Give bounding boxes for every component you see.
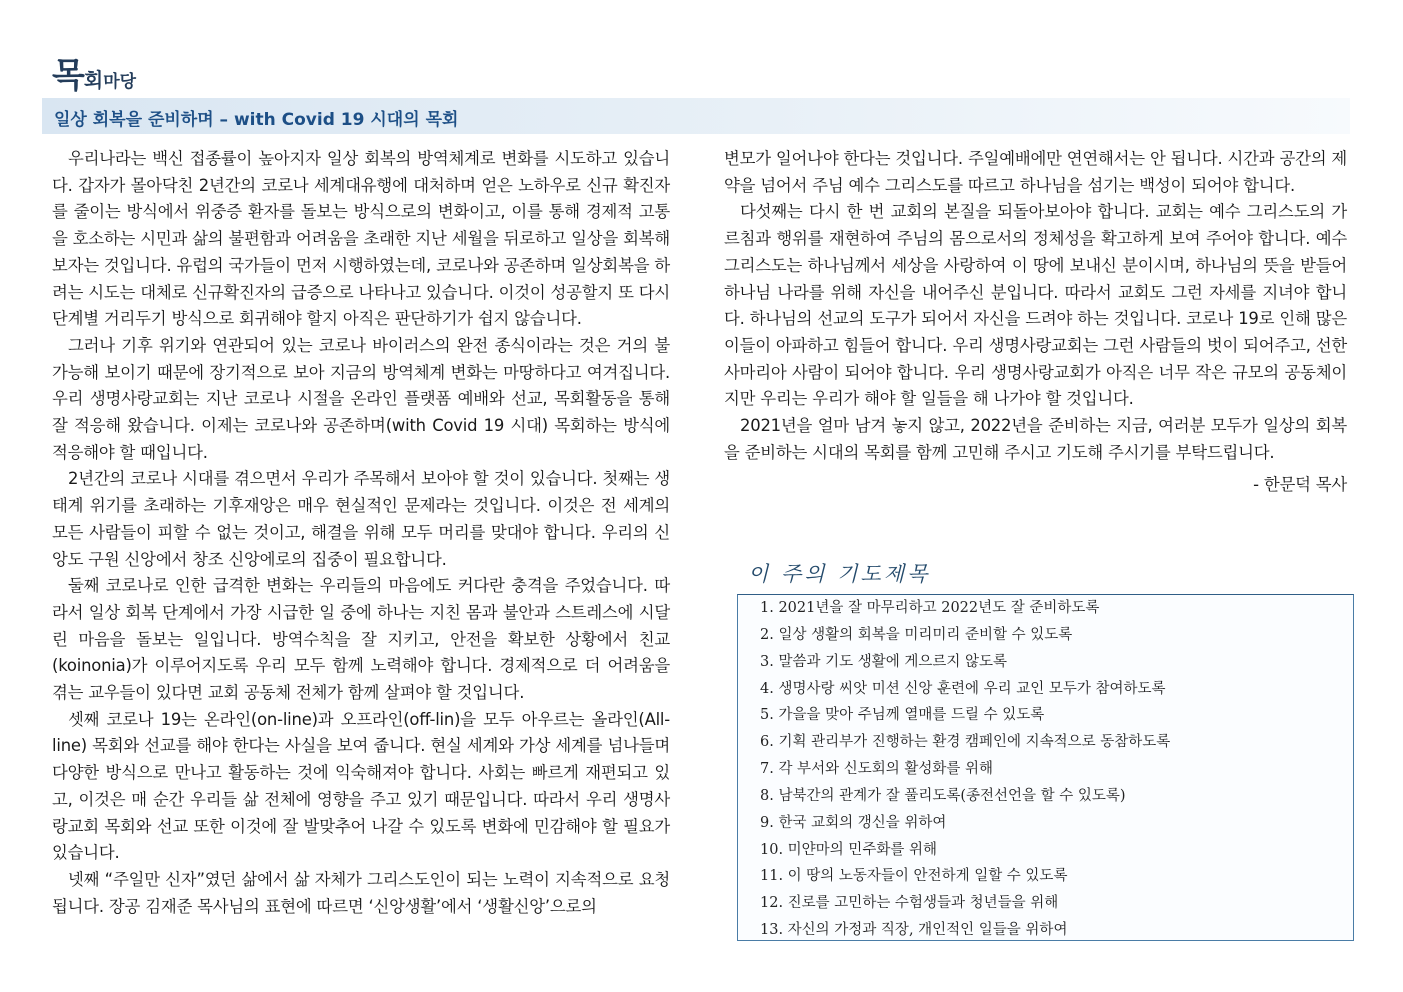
prayer-item: 4. 생명사랑 씨앗 미션 신앙 훈련에 우리 교인 모두가 참여하도록 — [760, 680, 1166, 697]
article-paragraph: 둘째 코로나로 인한 급격한 변화는 우리들의 마음에도 커다란 충격을 주었습니다. 따라서 일상 회복 단계에서 가장 시급한 일 중에 하나는 지친 몸과 불안과 스트레스에 시달린 마음을 돌보는 일입니다. 방역수칙을 잘 지키고, 안전을 확보한 상황에서 친교(koinonia)가 이루어지도록 우리 모두 함께 노력해야 합니다. 경제적으로 더 어려움을 겪는 교우들이 있다면 교회 공동체 전체가 함께 살펴야 할 것입니다. — [52, 576, 670, 703]
prayer-item: 5. 가을을 맞아 주님께 열매를 드릴 수 있도록 — [760, 707, 1045, 724]
title-band — [42, 98, 1350, 134]
logo-char-mok: 목 — [52, 56, 84, 96]
article-paragraph: 다섯째는 다시 한 번 교회의 본질을 되돌아보아야 합니다. 교회는 예수 그리스도의 가르침과 행위를 재현하여 주님의 몸으로서의 정체성을 확고하게 보여 주어야 합니다. 예수 그리스도는 하나님께서 세상을 사랑하여 이 땅에 보내신 분이시며, 하나님의 뜻을 받들어 하나님 나라를 위해 자신을 내어주신 분입니다. 따라서 교회도 그런 자세를 지녀야 합니다. 하나님의 선교의 도구가 되어서 자신을 드려야 하는 것입니다. 코로나 19로 인해 많은 이들이 아파하고 힘들어 합니다. 우리 생명사랑교회는 그런 사람들의 벗이 되어주고, 선한 사마리아 사람이 되어야 합니다. 우리 생명사랑교회가 아직은 너무 작은 규모의 공동체이지만 우리는 우리가 해야 할 일들을 해 나가야 할 것입니다. — [724, 202, 1347, 409]
logo-madang: 마당 — [103, 72, 137, 92]
prayer-list — [738, 595, 1353, 944]
prayer-item: 8. 남북간의 관계가 잘 풀리도록(종전선언을 할 수 있도록) — [760, 787, 1126, 804]
article-right-column — [724, 146, 1347, 499]
prayer-item: 7. 각 부서와 신도회의 활성화를 위해 — [760, 761, 993, 778]
logo-char-hoe: 회 — [83, 68, 104, 92]
prayer-item: 10. 미얀마의 민주화를 위해 — [760, 841, 937, 858]
article-paragraph: 2년간의 코로나 시대를 겪으면서 우리가 주목해서 보아야 할 것이 있습니다. 첫째는 생태계 위기를 초래하는 기후재앙은 매우 현실적인 문제라는 것입니다. 이것은 전 세계의 모든 사람들이 피할 수 없는 것이고, 해결을 위해 모두 머리를 맞대야 합니다. 우리의 신앙도 구원 신앙에서 창조 신앙에로의 집중이 필요합니다. — [52, 469, 670, 569]
article-paragraph: 셋째 코로나 19는 온라인(on-line)과 오프라인(off-lin)을 모두 아우르는 올라인(All-line) 목회와 선교를 해야 한다는 사실을 보여 줍니다. 현실 세계와 가상 세계를 넘나들며 다양한 방식으로 만나고 활동하는 것에 익숙해져야 합니다. 사회는 빠르게 재편되고 있고, 이것은 매 순간 우리들 삶 전체에 영향을 주고 있기 때문입니다. 따라서 우리 생명사랑교회 목회와 선교 또한 이것에 잘 발맞추어 나갈 수 있도록 변화에 민감해야 할 필요가 있습니다. — [52, 709, 670, 863]
prayer-item: 6. 기획 관리부가 진행하는 환경 캠페인에 지속적으로 동참하도록 — [760, 734, 1171, 751]
prayer-item: 9. 한국 교회의 갱신을 위하여 — [760, 814, 947, 831]
article-left-column — [52, 146, 670, 920]
article-paragraph: 그러나 기후 위기와 연관되어 있는 코로나 바이러스의 완전 종식이라는 것은 거의 불가능해 보이기 때문에 장기적으로 보아 지금의 방역체계 변화는 마땅하다고 여겨집니다. 우리 생명사랑교회는 지난 코로나 시절을 온라인 플랫폼 예배와 선교, 목회활동을 통해 잘 적응해 왔습니다. 이제는 코로나와 공존하며(with Covid 19 시대) 목회하는 방식에 적응해야 할 때입니다. — [52, 335, 670, 462]
author-signature: - 한문덕 목사 — [1253, 475, 1347, 495]
article-paragraph-continued: 변모가 일어나야 한다는 것입니다. 주일예배에만 연연해서는 안 됩니다. 시간과 공간의 제약을 넘어서 주님 예수 그리스도를 따르고 하나님을 섬기는 백성이 되어야 합니다. — [724, 149, 1347, 195]
prayer-item: 2. 일상 생활의 회복을 미리미리 준비할 수 있도록 — [760, 626, 1073, 643]
prayer-item: 12. 진로를 고민하는 수험생들과 청년들을 위해 — [760, 895, 1059, 912]
prayer-item: 3. 말씀과 기도 생활에 게으르지 않도록 — [760, 653, 1007, 670]
section-logo — [52, 48, 136, 96]
prayer-heading: 이 주의 기도제목 — [748, 562, 931, 586]
article-paragraph: 우리나라는 백신 접종률이 높아지자 일상 회복의 방역체계로 변화를 시도하고 있습니다. 갑자가 몰아닥친 2년간의 코로나 세계대유행에 대처하며 얻은 노하우로 신규 확진자를 줄이는 방식에서 위중증 환자를 돌보는 방식으로의 변화이고, 이를 통해 경제적 고통을 호소하는 시민과 삶의 불편함과 어려움을 초래한 지난 세월을 뒤로하고 일상을 회복해 보자는 것입니다. 유럽의 국가들이 먼저 시행하였는데, 코로나와 공존하며 일상회복을 하려는 시도는 대체로 신규확진자의 급증으로 나타나고 있습니다. 이것이 성공할지 또 다시 단계별 거리두기 방식으로 회귀해야 할지 아직은 판단하기가 쉽지 않습니다. — [52, 149, 670, 329]
prayer-item: 1. 2021년을 잘 마무리하고 2022년도 잘 준비하도록 — [760, 600, 1100, 616]
article-title: 일상 회복을 준비하며 – with Covid 19 시대의 목회 — [54, 110, 459, 130]
prayer-item: 13. 자신의 가정과 직장, 개인적인 일들을 위하여 — [760, 922, 1068, 939]
prayer-item: 11. 이 땅의 노동자들이 안전하게 일할 수 있도록 — [760, 868, 1068, 885]
article-paragraph: 넷째 “주일만 신자”였던 삶에서 삶 자체가 그리스도인이 되는 노력이 지속적으로 요청됩니다. 장공 김재준 목사님의 표현에 따르면 ‘신앙생활’에서 ‘생활신앙’으로의 — [52, 869, 670, 916]
article-paragraph: 2021년을 얼마 남겨 놓지 않고, 2022년을 준비하는 지금, 여러분 모두가 일상의 회복을 준비하는 시대의 목회를 함께 고민해 주시고 기도해 주시기를 부탁드립니다. — [724, 416, 1347, 462]
prayer-list-box — [737, 594, 1354, 941]
